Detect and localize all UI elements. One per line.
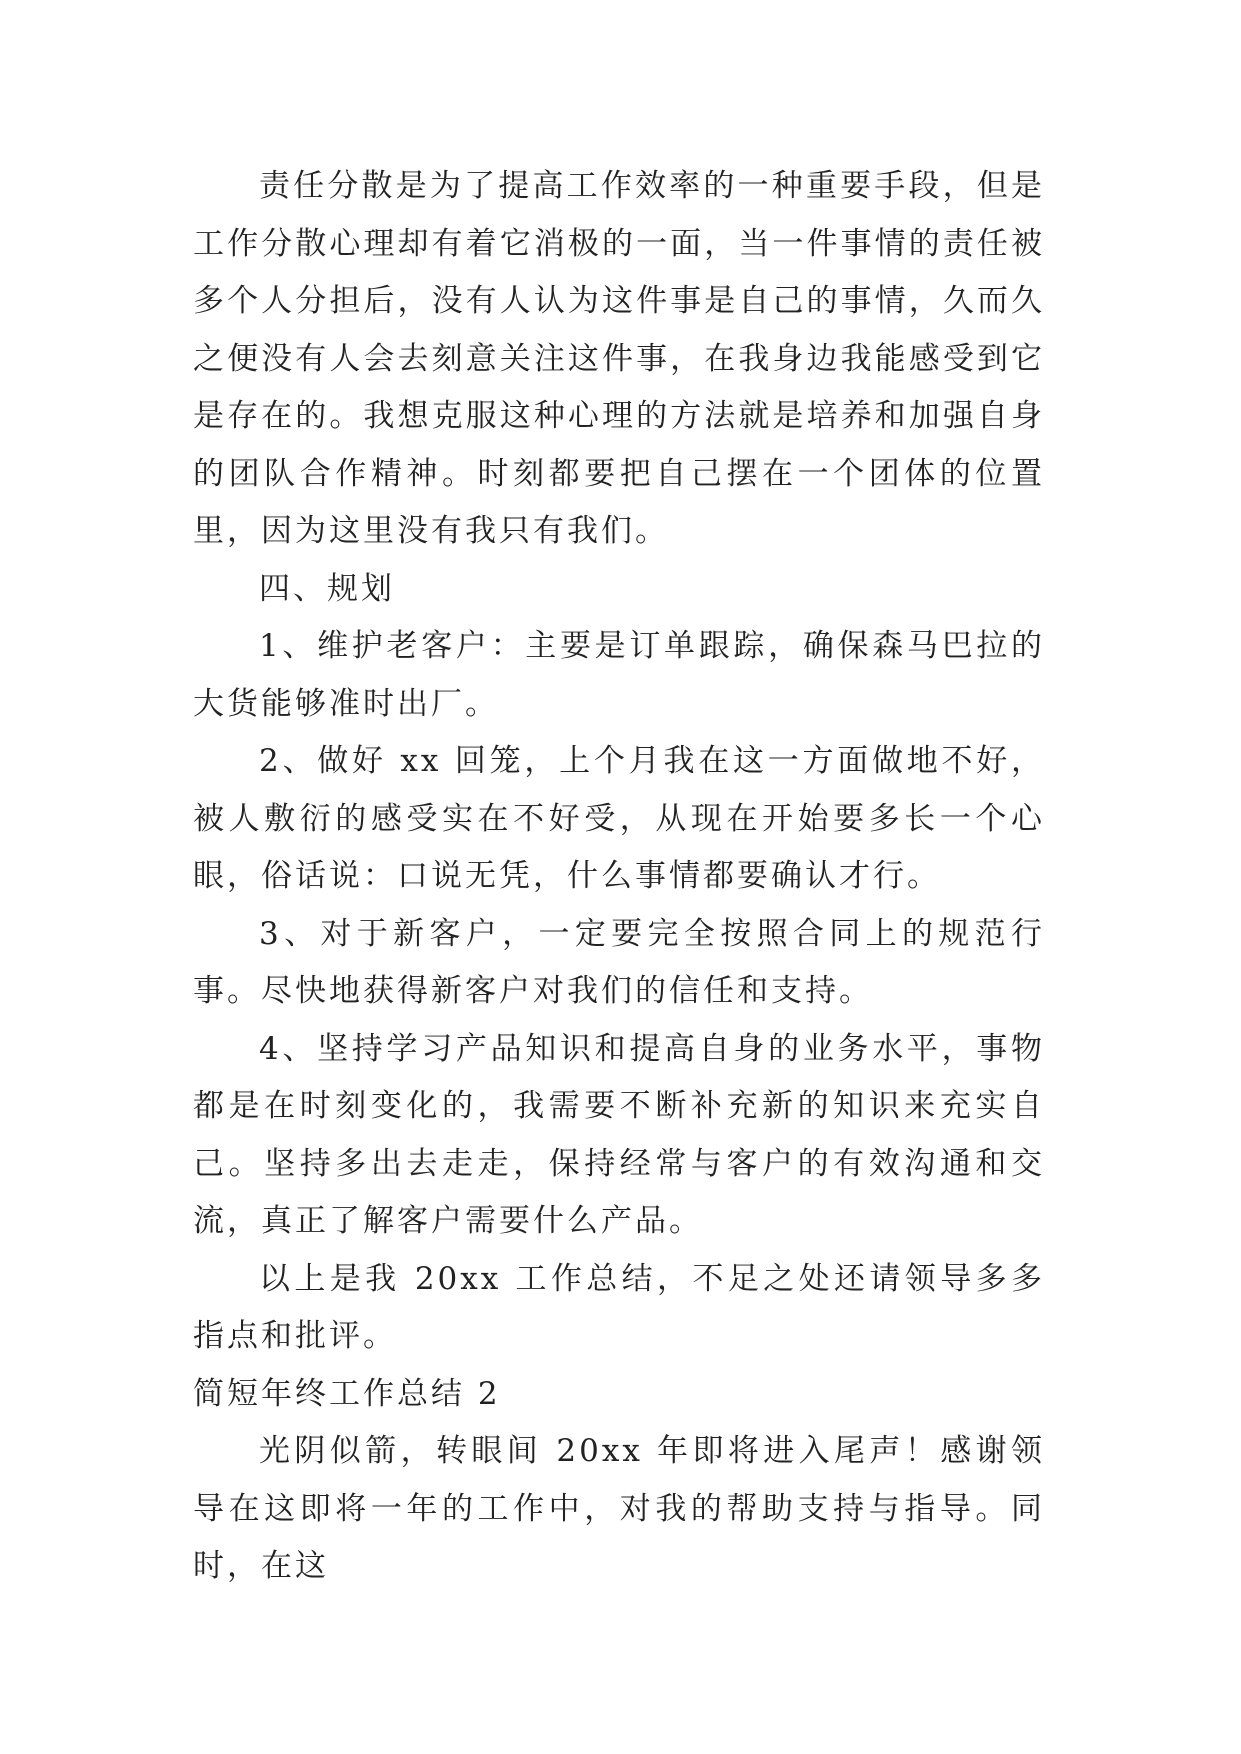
plan-item-4: 4、坚持学习产品知识和提高自身的业务水平，事物都是在时刻变化的，我需要不断补充新的知识来充实自己。坚持多出去走走，保持经常与客户的有效沟通和交流，真正了解客户需要什么产品。 xyxy=(193,1030,1045,1239)
plan-item-1: 1、维护老客户：主要是订单跟踪，确保森马巴拉的大货能够准时出厂。 xyxy=(193,628,1045,722)
closing-paragraph: 以上是我 20xx 工作总结，不足之处还请领导多多指点和批评。 xyxy=(193,1260,1045,1354)
paragraph-responsibility-diffusion: 责任分散是为了提高工作效率的一种重要手段，但是工作分散心理却有着它消极的一面，当一件事情的责任被多个人分担后，没有人认为这件事是自己的事情，久而久之便没有人会去刻意关注这件事，在我身边我能感受到它是存在的。我想克服这种心理的方法就是培养和加强自身的团队合作精神。时刻都要把自己摆在一个团体的位置里，因为这里没有我只有我们。 xyxy=(193,168,1045,549)
heading-planning: 四、规划 xyxy=(259,570,395,607)
section-title: 简短年终工作总结 2 xyxy=(193,1375,501,1412)
plan-item-2: 2、做好 xx 回笼，上个月我在这一方面做地不好，被人敷衍的感受实在不好受，从现在开始要多长一个心眼，俗话说：口说无凭，什么事情都要确认才行。 xyxy=(193,743,1045,894)
plan-item-3: 3、对于新客户，一定要完全按照合同上的规范行事。尽快地获得新客户对我们的信任和支持。 xyxy=(193,915,1045,1009)
document-body xyxy=(193,158,1045,1596)
section-paragraph-intro: 光阴似箭，转眼间 20xx 年即将进入尾声！感谢领导在这即将一年的工作中，对我的帮助支持与指导。同时，在这 xyxy=(193,1433,1045,1584)
